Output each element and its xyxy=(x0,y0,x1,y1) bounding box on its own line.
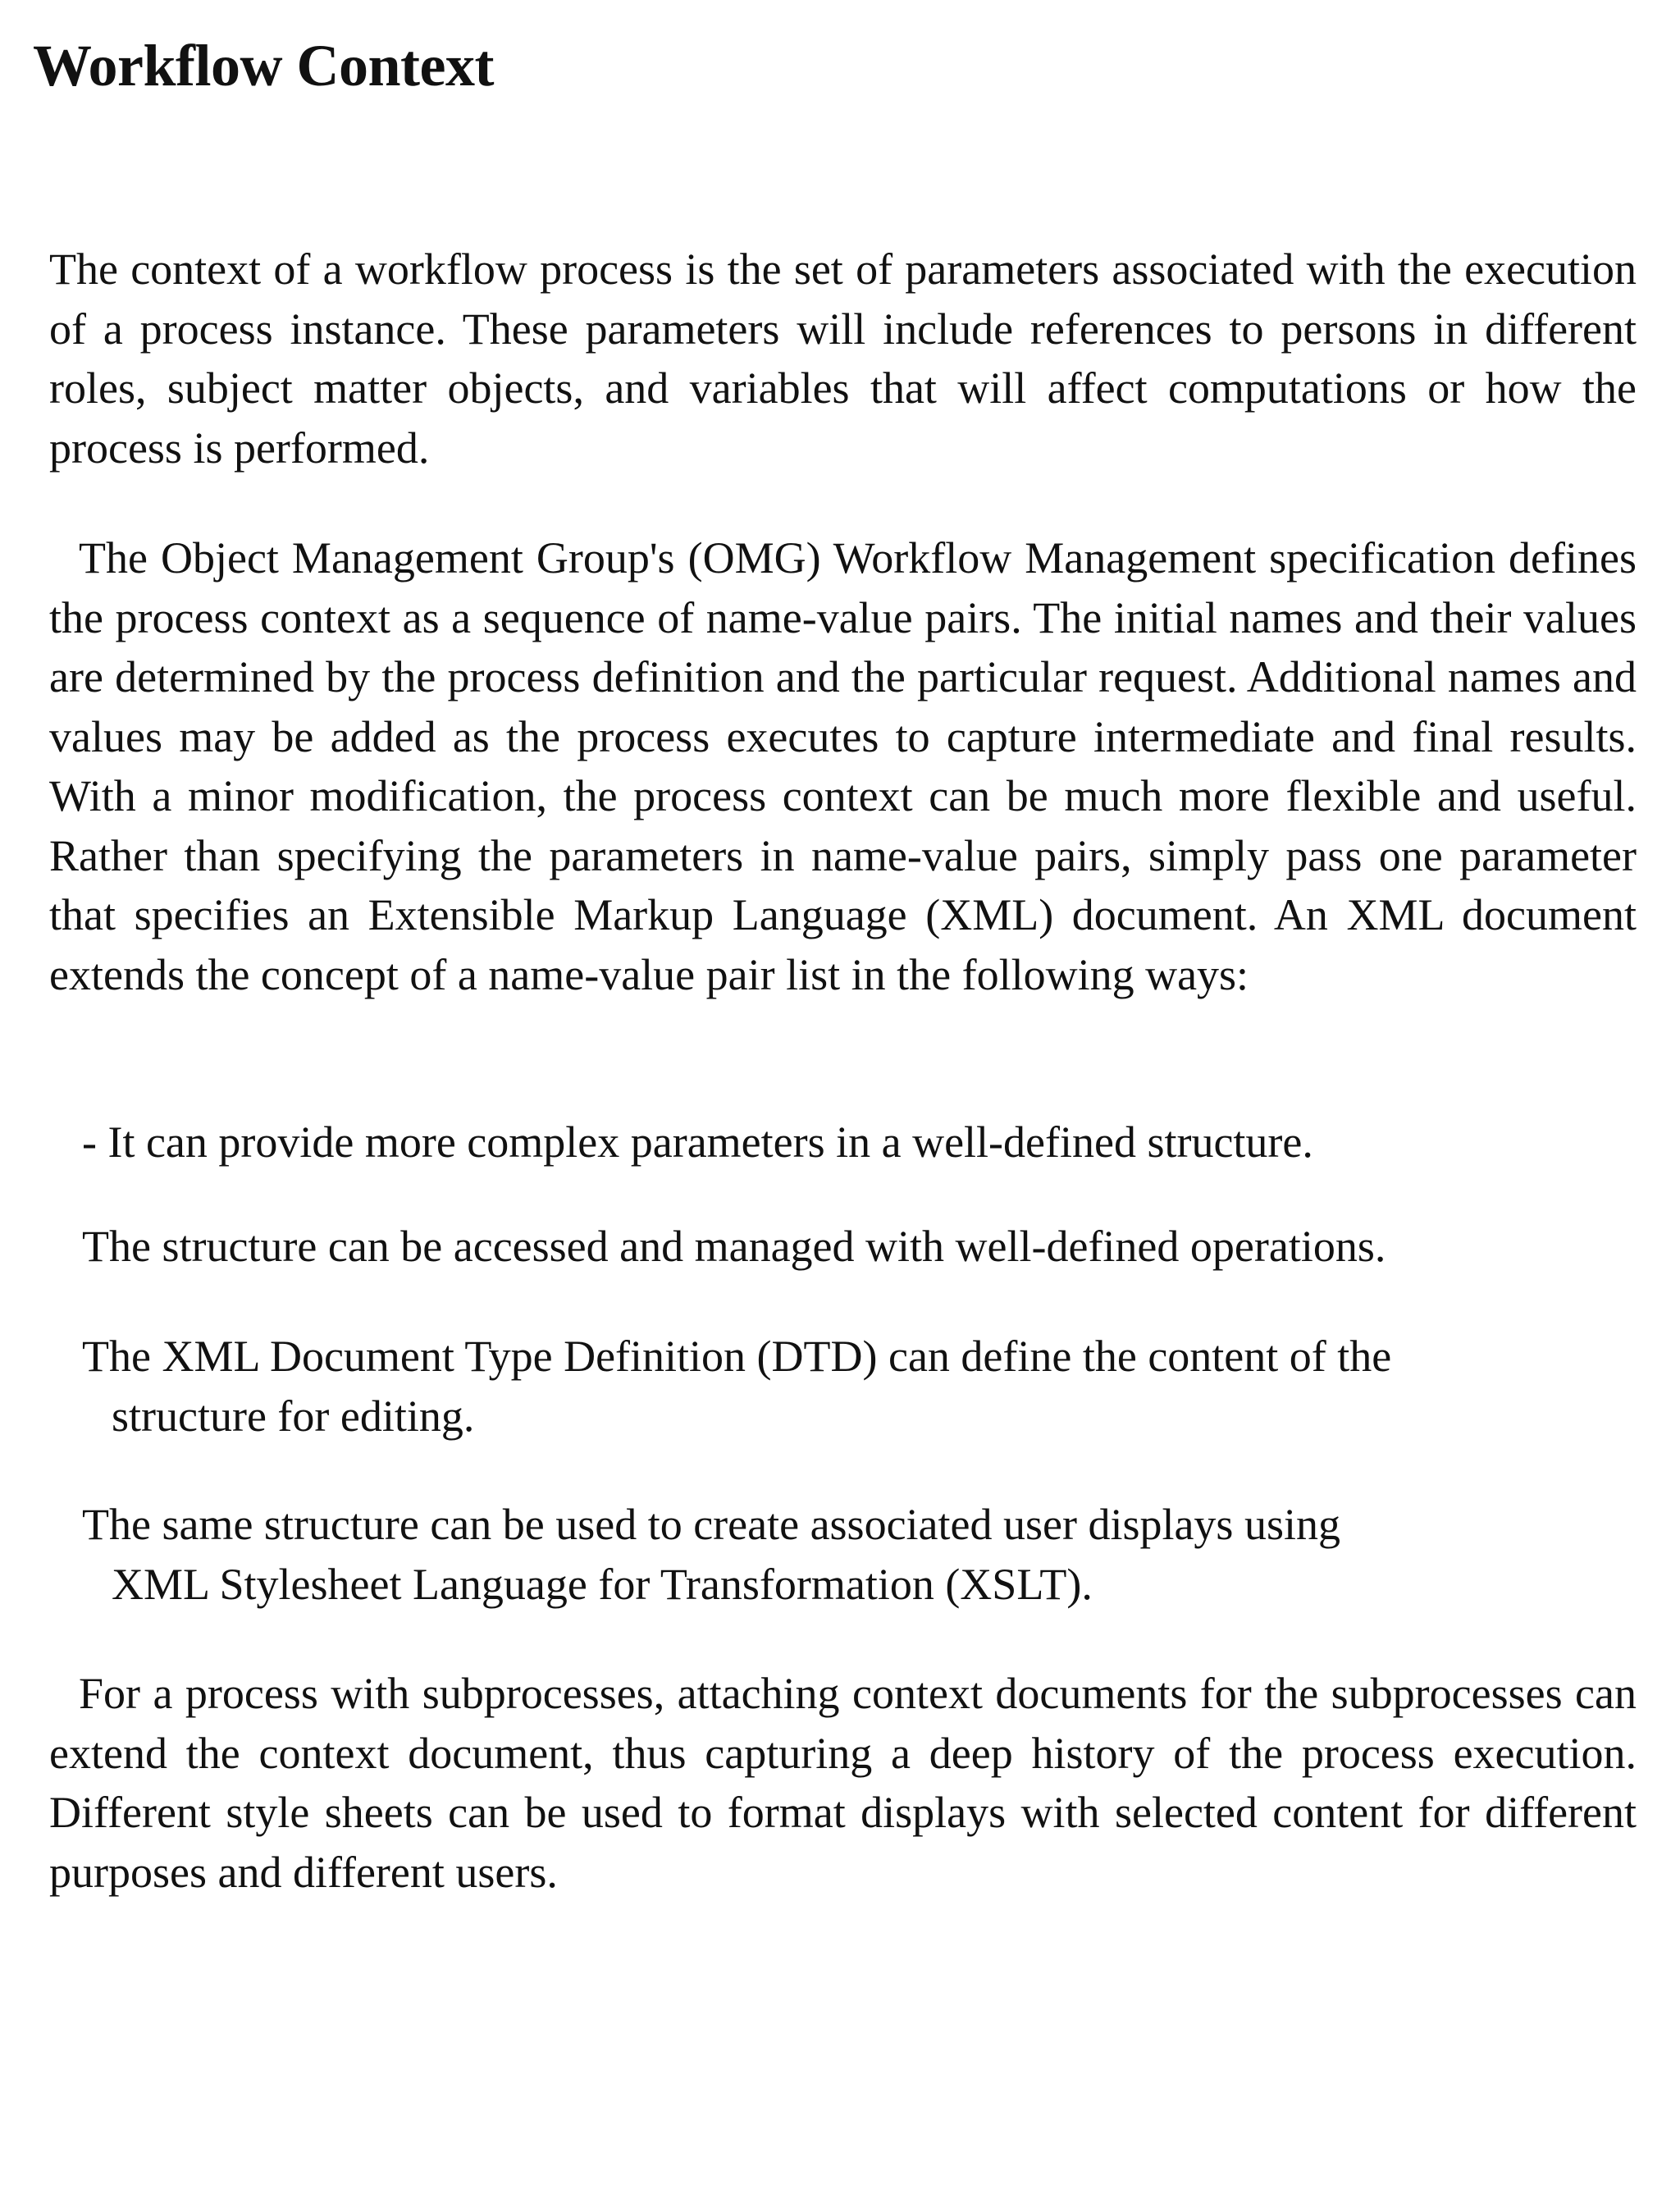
list-item-xslt xyxy=(82,1495,1608,1614)
paragraph-subprocesses: For a process with subprocesses, attaching context documents for the subprocesses can extend the context document, thus capturing a deep history of the process execution. Different style sheets can be used to format displays with selected content for different purposes and different users. xyxy=(49,1669,1637,1897)
list-item-xslt-first-line: The same structure can be used to create associated user displays using xyxy=(82,1500,1340,1549)
list-item-dtd-continuation: structure for editing. xyxy=(112,1391,475,1441)
list-item-complex-parameters: - It can provide more complex parameters in a well-defined structure. xyxy=(82,1117,1313,1167)
list-item-xslt-continuation: XML Stylesheet Language for Transformation (XSLT). xyxy=(112,1559,1093,1609)
list-item-dtd-first-line: The XML Document Type Definition (DTD) can define the content of the xyxy=(82,1332,1392,1381)
paragraph-omg-specification: The Object Management Group's (OMG) Workflow Management specification defines the process context as a sequence of name-value pairs. The initial names and their values are determined by the process definition and the particular request. Additional names and values may be added as the process executes to capture intermediate and final results. With a minor modification, the process context can be much more flexible and useful. Rather than specifying the parameters in name-value pairs, simply pass one parameter that specifies an Extensible Markup Language (XML) document. An XML document extends the concept of a name-value pair list in the following ways: xyxy=(49,533,1637,999)
paragraph-context-definition: The context of a workflow process is the set of parameters associated with the execution of a process instance. These parameters will include references to persons in different roles, subject matter objects, and variables that will affect computations or how the process is performed. xyxy=(49,244,1637,473)
page-title: Workflow Context xyxy=(33,33,494,98)
list-item-structure-access: The structure can be accessed and managed with well-defined operations. xyxy=(82,1222,1386,1271)
list-item-dtd xyxy=(82,1327,1608,1446)
